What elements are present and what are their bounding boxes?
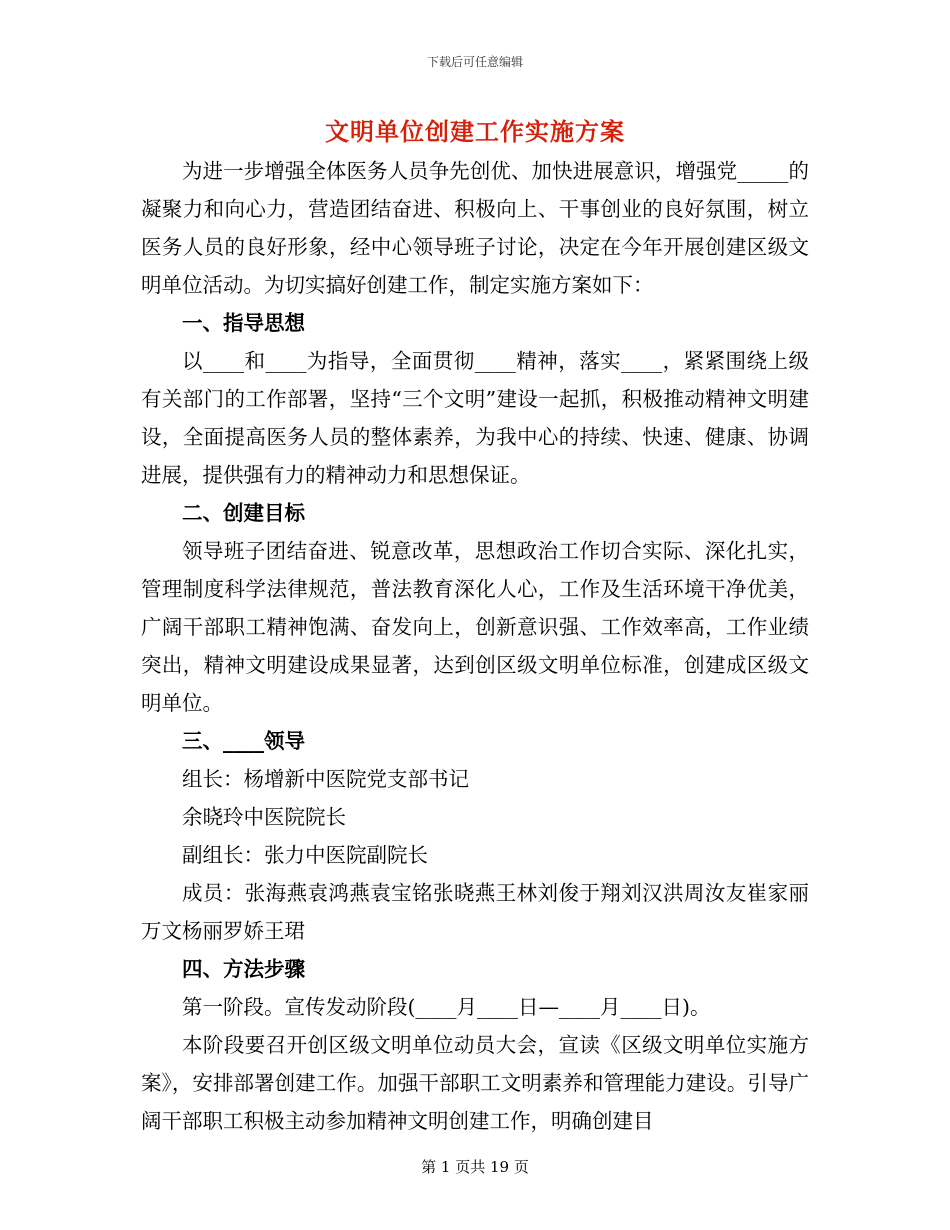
leader-line-2: 余晓玲中医院院长 xyxy=(182,805,346,829)
page-header-note: 下载后可任意编辑 xyxy=(426,55,523,69)
intro-paragraph: 为进一步增强全体医务人员争先创优、加快进展意识，增强党_____的凝聚力和向心力，营造团结奋进、积极向上、干事创业的良好氛围，树立医务人员的良好形象，经中心领导班子讨论，决定在今年开展创建区级文明单位活动。为切实搞好创建工作，制定实施方案如下： xyxy=(141,159,809,297)
guiding-ideology-paragraph: 以____和____为指导，全面贯彻____精神，落实____，紧紧围绕上级有关部门的工作部署，坚持“三个文明”建设一起抓，积极推动精神文明建设，全面提高医务人员的整体素养，为我中心的持续、快速、健康、协调进展，提供强有力的精神动力和思想保证。 xyxy=(141,349,809,487)
section-heading-leadership: 三、____领导 xyxy=(182,729,305,753)
members-paragraph: 成员：张海燕袁鸿燕袁宝铭张晓燕王林刘俊于翔刘汉洪周汝友崔家丽万文杨丽罗娇王珺 xyxy=(141,881,809,943)
section-heading-steps: 四、方法步骤 xyxy=(182,957,305,981)
document-body xyxy=(141,152,809,1140)
deputy-leader-line: 副组长：张力中医院副院长 xyxy=(182,843,428,867)
leader-line: 组长：杨增新中医院党支部书记 xyxy=(182,767,469,791)
stage-one-paragraph: 本阶段要召开创区级文明单位动员大会，宣读《区级文明单位实施方案》，安排部署创建工作。加强干部职工文明素养和管理能力建设。引导广阔干部职工积极主动参加精神文明创建工作，明确创建目 xyxy=(141,1033,809,1133)
section-heading-guiding-ideology: 一、指导思想 xyxy=(182,311,305,335)
goals-paragraph: 领导班子团结奋进、锐意改革，思想政治工作切合实际、深化扎实，管理制度科学法律规范，普法教育深化人心，工作及生活环境干净优美，广阔干部职工精神饱满、奋发向上，创新意识强、工作效率高，工作业绩突出，精神文明建设成果显著，达到创区级文明单位标准，创建成区级文明单位。 xyxy=(141,539,809,715)
page-footer-page-number: 第 1 页共 19 页 xyxy=(421,1158,529,1176)
section-heading-goals: 二、创建目标 xyxy=(182,501,305,525)
stage-one-line: 第一阶段。宣传发动阶段(____月____日—____月____日)。 xyxy=(182,995,711,1019)
document-title: 文明单位创建工作实施方案 xyxy=(325,117,625,146)
